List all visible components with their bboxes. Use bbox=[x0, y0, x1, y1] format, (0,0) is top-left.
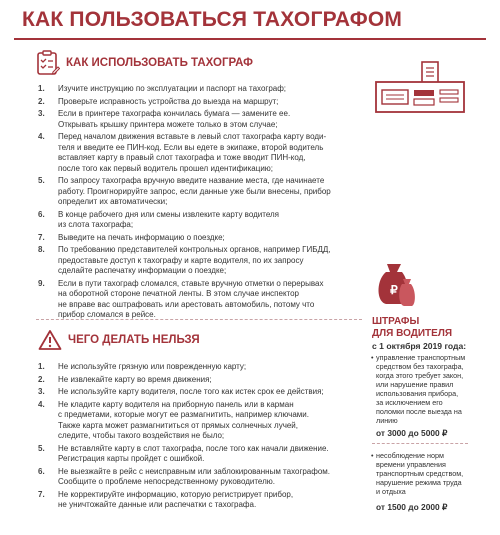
list-item-line: Не вставляйте карту в слот тахографа, после того как начали движение. bbox=[58, 443, 329, 453]
how-to-use-list bbox=[38, 84, 368, 323]
section-divider bbox=[36, 319, 362, 320]
list-item-line: Если в пути тахограф сломался, ставьте вручную отметки о перерывах bbox=[58, 278, 324, 288]
clipboard-checklist-icon bbox=[36, 50, 60, 76]
fine-amount-2: от 1500 до 2000 ₽ bbox=[376, 502, 448, 512]
list-item bbox=[38, 210, 368, 231]
fines-title bbox=[372, 316, 452, 340]
list-item-line: Перед началом движения вставьте в левый слот тахографа карту води- bbox=[58, 132, 327, 141]
list-item bbox=[38, 132, 368, 174]
fine-desc-2: • несоблюдение норм времени управления транспортным средством, нарушение режима труда и отдыха bbox=[371, 451, 464, 496]
list-item-number: 1. bbox=[38, 362, 45, 371]
list-item-number: 6. bbox=[38, 466, 45, 476]
list-item bbox=[38, 387, 368, 398]
list-item-line: сделайте распечатку информации о поездке; bbox=[58, 266, 227, 275]
fines-title-line2: ДЛЯ ВОДИТЕЛЯ bbox=[372, 328, 453, 339]
list-item-number: 8. bbox=[38, 245, 45, 254]
how-to-use-header bbox=[36, 50, 253, 76]
page-title: КАК ПОЛЬЗОВАТЬСЯ ТАХОГРАФОМ bbox=[22, 8, 403, 31]
list-item-number: 2. bbox=[38, 96, 45, 106]
list-item-line: работу. Проигнорируйте запрос, если данные уже были внесены, прибор bbox=[58, 186, 331, 196]
list-item bbox=[38, 444, 368, 465]
list-item-line: не уничтожайте данные или распечатки с тахографа. bbox=[58, 500, 257, 509]
list-item-line: на оборотной стороне печатной ленты. В этом случае инспектор bbox=[58, 289, 299, 298]
list-item-line: предоставьте доступ к тахографу и карте водителя, по их запросу bbox=[58, 255, 304, 265]
fines-date: с 1 октября 2019 года: bbox=[372, 341, 467, 351]
list-item-number: 3. bbox=[38, 109, 45, 118]
list-item-number: 2. bbox=[38, 374, 45, 384]
list-item-line: Проверьте исправность устройства до выезда на маршрут; bbox=[58, 96, 279, 106]
list-item-number: 6. bbox=[38, 209, 45, 219]
list-item-number: 7. bbox=[38, 232, 45, 242]
tachograph-device-icon bbox=[374, 60, 468, 116]
dont-do-heading: ЧЕГО ДЕЛАТЬ НЕЛЬЗЯ bbox=[68, 334, 200, 346]
list-item-line: Выведите на печать информацию о поездке; bbox=[58, 232, 225, 242]
list-item bbox=[38, 467, 368, 488]
list-item-number: 9. bbox=[38, 278, 45, 288]
list-item-line: Не корректируйте информацию, которую регистрирует прибор, bbox=[58, 489, 294, 499]
list-item-line: По требованию представителей контрольных органов, например ГИБДД, bbox=[58, 245, 331, 254]
list-item bbox=[38, 375, 368, 386]
list-item bbox=[38, 400, 368, 442]
list-item-line: с предметами, которые могут ее размагнитить, например ключами. bbox=[58, 410, 309, 419]
list-item bbox=[38, 97, 368, 108]
list-item-line: Не используйте карту водителя, после того как истек срок ее действия; bbox=[58, 387, 324, 396]
dont-do-header bbox=[38, 329, 200, 351]
list-item-number: 3. bbox=[38, 387, 45, 396]
title-underline bbox=[14, 38, 486, 40]
list-item-line: после того как первый водитель прошел идентификацию; bbox=[58, 163, 274, 173]
bullet: • bbox=[371, 451, 374, 460]
list-item-line: Не извлекайте карту во время движения; bbox=[58, 374, 212, 384]
list-item-line: По запросу тахографа вручную введите название места, где начинаете bbox=[58, 176, 325, 185]
list-item-line: следите, чтобы такого воздействия не было; bbox=[58, 431, 225, 440]
list-item-number: 4. bbox=[38, 132, 45, 141]
warning-triangle-icon bbox=[38, 329, 62, 351]
list-item bbox=[38, 245, 368, 277]
list-item bbox=[38, 109, 368, 130]
list-item-line: Не выезжайте в рейс с неисправным или заблокированным тахографом. bbox=[58, 466, 331, 476]
list-item bbox=[38, 84, 368, 95]
list-item bbox=[38, 490, 368, 511]
list-item-line: вставляет карту в правый слот тахографа и тоже вводит ПИН-код, bbox=[58, 153, 306, 162]
how-to-use-heading: КАК ИСПОЛЬЗОВАТЬ ТАХОГРАФ bbox=[66, 57, 253, 69]
list-item-line: Изучите инструкцию по эксплуатации и паспорт на тахограф; bbox=[58, 84, 287, 93]
list-item-line: Также карта может размагнититься от прямых солнечных лучей, bbox=[58, 420, 298, 430]
list-item-line: Регистрация карты пройдет с ошибкой. bbox=[58, 454, 205, 463]
fine-amount-1: от 3000 до 5000 ₽ bbox=[376, 428, 448, 438]
list-item-number: 4. bbox=[38, 399, 45, 409]
list-item bbox=[38, 362, 368, 373]
fines-title-line1: ШТРАФЫ bbox=[372, 316, 420, 327]
svg-text:₽: ₽ bbox=[390, 283, 398, 297]
list-item-line: из слота тахографа; bbox=[58, 220, 134, 229]
list-item-line: Открывать крышку принтера можете только в этом случае; bbox=[58, 119, 278, 129]
list-item bbox=[38, 233, 368, 244]
fine-desc-1: • управление транспортным средством без тахографа, когда этого требует закон, или нарушение правил использования прибора, за исключением его поломки после выезда на линию bbox=[371, 353, 466, 425]
dont-do-list bbox=[38, 362, 368, 513]
list-item-line: Если в принтере тахографа кончилась бумага — замените ее. bbox=[58, 109, 291, 118]
list-item-line: В конце рабочего дня или смены извлеките карту водителя bbox=[58, 209, 280, 219]
list-item-line: Не кладите карту водителя на приборную панель или в карман bbox=[58, 399, 294, 409]
list-item-line: теля и введите ее ПИН-код. Если вы едете в экипаже, второй водитель bbox=[58, 142, 324, 152]
bullet: • bbox=[371, 353, 374, 362]
list-item-line: не вправе вас оштрафовать или арестовать автомобиль, потому что bbox=[58, 299, 315, 309]
list-item-number: 5. bbox=[38, 443, 45, 453]
list-item-line: определит их автоматически; bbox=[58, 197, 168, 206]
fines-divider bbox=[372, 443, 468, 444]
list-item bbox=[38, 176, 368, 208]
list-item-number: 5. bbox=[38, 176, 45, 185]
list-item bbox=[38, 279, 368, 321]
list-item-line: прибор сломался в рейсе. bbox=[58, 310, 156, 319]
list-item-number: 1. bbox=[38, 84, 45, 93]
money-bags-icon bbox=[372, 258, 416, 308]
list-item-line: Сообщите о проблеме непосредственному руководителю. bbox=[58, 477, 275, 486]
list-item-number: 7. bbox=[38, 489, 45, 499]
list-item-line: Не используйте грязную или поврежденную карту; bbox=[58, 362, 247, 371]
